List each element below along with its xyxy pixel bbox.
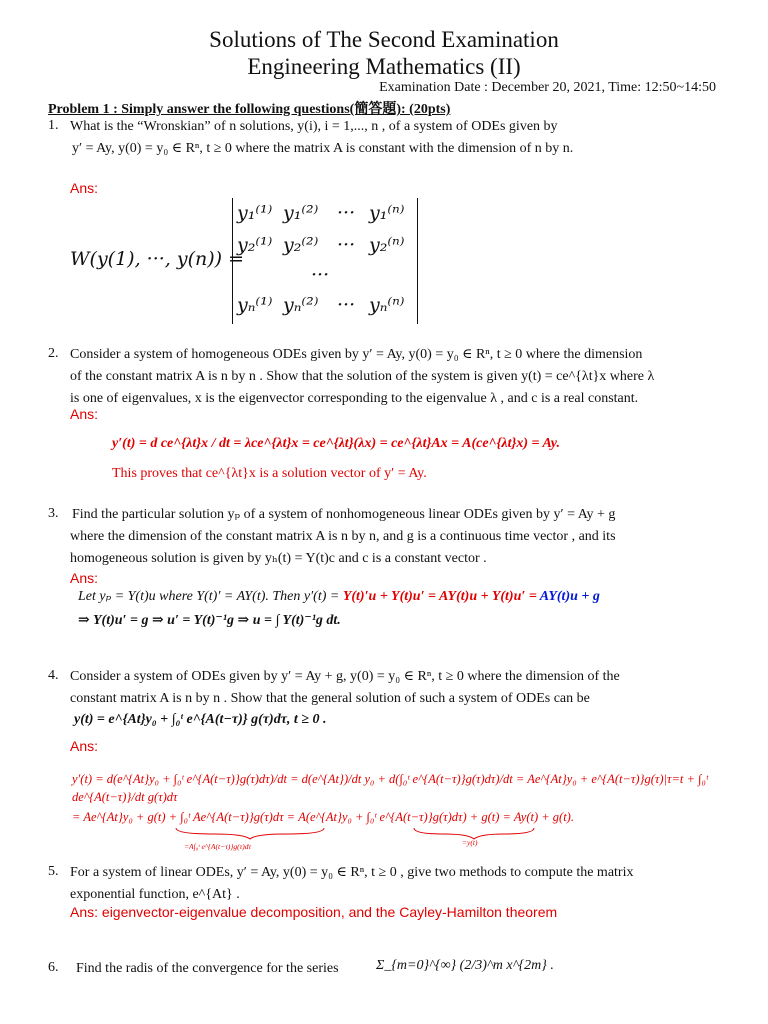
q4-equation-2: = Ae^{At}y₀ + g(t) + ∫₀ᵗ Ae^{A(t−τ)}g(τ)dτ = A(e^{At}y₀ + ∫₀ᵗ e^{A(t−τ)}g(τ)dτ) + g(t) = Ay(t) + g(t).	[72, 810, 574, 824]
q3-eq1-black: Let yₚ = Y(t)u where Y(t)′ = AY(t). Then y′(t) =	[78, 589, 343, 604]
det-cell: y₂⁽¹⁾	[237, 234, 273, 256]
q2-line1: Consider a system of homogeneous ODEs given by y′ = Ay, y(0) = y₀ ∈ Rⁿ, t ≥ 0 where the dimension	[70, 347, 643, 362]
q2-number: 2.	[48, 346, 59, 361]
det-cell: ···	[337, 234, 356, 256]
q4-number: 4.	[48, 668, 59, 683]
q3-ans-label: Ans:	[70, 570, 99, 586]
q2-ans-label: Ans:	[70, 406, 99, 422]
exam-info: Examination Date : December 20, 2021, Time: 12:50~14:50	[379, 80, 716, 95]
q4-general-solution: y(t) = e^{At}y₀ + ∫₀ᵗ e^{A(t−τ)} g(τ)dτ, t ≥ 0 .	[74, 712, 327, 727]
det-cell: ···	[337, 202, 356, 224]
wronskian-determinant	[232, 198, 418, 324]
q6-number: 6.	[48, 960, 59, 975]
det-cell: y₁⁽¹⁾	[237, 202, 273, 224]
q3-equation-1	[78, 588, 600, 605]
q4-line2: constant matrix A is n by n . Show that the general solution of such a system of ODEs can be	[70, 691, 590, 706]
q5-number: 5.	[48, 864, 59, 879]
q2-line3: is one of eigenvalues, x is the eigenvector corresponding to the eigenvalue λ , and c is a real constant.	[70, 391, 639, 406]
q3-line2: where the dimension of the constant matrix A is n by n, and g is a continuous time vector , and its	[70, 529, 616, 544]
q3-equation-2: ⇒ Y(t)u′ = g ⇒ u′ = Y(t)⁻¹g ⇒ u = ∫ Y(t)⁻¹g dt.	[78, 613, 341, 628]
q2-line2: of the constant matrix A is n by n . Show that the solution of the system is given y(t) = ce^{λt}x where λ	[70, 369, 655, 384]
q1-line2: y′ = Ay, y(0) = y₀ ∈ Rⁿ, t ≥ 0 where the matrix A is constant with the dimension of n by n.	[72, 141, 574, 156]
brace-label-2: =y(t)	[462, 838, 478, 847]
q2-conclusion: This proves that ce^{λt}x is a solution vector of y′ = Ay.	[112, 466, 427, 481]
q3-line3: homogeneous solution is given by yₕ(t) = Y(t)c and c is a constant vector .	[70, 551, 487, 566]
q5-line2: exponential function, e^{At} .	[70, 887, 240, 902]
q1-ans-label: Ans:	[70, 180, 99, 196]
brace-label-1: =A∫₀ᵗ e^{A(t−τ)}g(τ)dτ	[184, 842, 252, 851]
problem-heading: Problem 1 : Simply answer the following questions(簡答題): (20pts)	[48, 102, 451, 117]
det-cell: yₙ⁽ⁿ⁾	[369, 294, 405, 316]
q1-number: 1.	[48, 118, 59, 133]
q6-series: Σ_{m=0}^{∞} (2/3)^m x^{2m} .	[376, 958, 554, 973]
document-title: Solutions of The Second Examination	[209, 27, 559, 52]
q4-ans-label: Ans:	[70, 738, 99, 754]
q3-eq1-red: Y(t)′u + Y(t)u′ = AY(t)u + Y(t)u′ =	[342, 589, 540, 604]
q1-line1: What is the “Wronskian” of n solutions, y(i), i = 1,..., n , of a system of ODEs given by	[70, 119, 558, 134]
document-subtitle: Engineering Mathematics (II)	[247, 54, 521, 79]
det-cell: y₂⁽²⁾	[283, 234, 319, 256]
det-cell: yₙ⁽²⁾	[283, 294, 319, 316]
det-cell: y₁⁽²⁾	[283, 202, 319, 224]
det-cell: yₙ⁽¹⁾	[237, 294, 273, 316]
det-cell: ···	[337, 294, 356, 316]
det-cell: ···	[311, 264, 330, 286]
q3-eq1-blue: AY(t)u + g	[539, 589, 600, 604]
q3-line1: Find the particular solution yₚ of a system of nonhomogeneous linear ODEs given by y′ = Ay + g	[72, 507, 616, 522]
q5-line1: For a system of linear ODEs, y′ = Ay, y(0) = y₀ ∈ Rⁿ, t ≥ 0 , give two methods to compute the matrix	[70, 865, 634, 880]
q4-line1: Consider a system of ODEs given by y′ = Ay + g, y(0) = y₀ ∈ Rⁿ, t ≥ 0 where the dimension of the	[70, 669, 620, 684]
q5-answer: Ans: eigenvector-eigenvalue decomposition, and the Cayley-Hamilton theorem	[70, 904, 558, 920]
q4-equation-1: y′(t) = d(e^{At}y₀ + ∫₀ᵗ e^{A(t−τ)}g(τ)dτ)/dt = d(e^{At})/dt y₀ + d(∫₀ᵗ e^{A(t−τ)}g(τ)dτ)/dt = Ae^{At}y₀ + e^{A(t−τ)}g(τ)|τ=t + ∫₀ᵗ de^{A(t−τ)}/dt g(τ)dτ	[72, 772, 708, 804]
underbraces	[174, 826, 564, 840]
q3-number: 3.	[48, 506, 59, 521]
q2-equation: y′(t) = d ce^{λt}x / dt = λce^{λt}x = ce^{λt}(λx) = ce^{λt}Ax = A(ce^{λt}x) = Ay.	[112, 436, 560, 451]
det-cell: y₁⁽ⁿ⁾	[369, 202, 405, 224]
det-cell: y₂⁽ⁿ⁾	[369, 234, 405, 256]
q1-wronskian-lhs: W(y(1), ···, y(n)) =	[70, 248, 245, 270]
q6-line1: Find the radis of the convergence for the series	[76, 961, 339, 976]
